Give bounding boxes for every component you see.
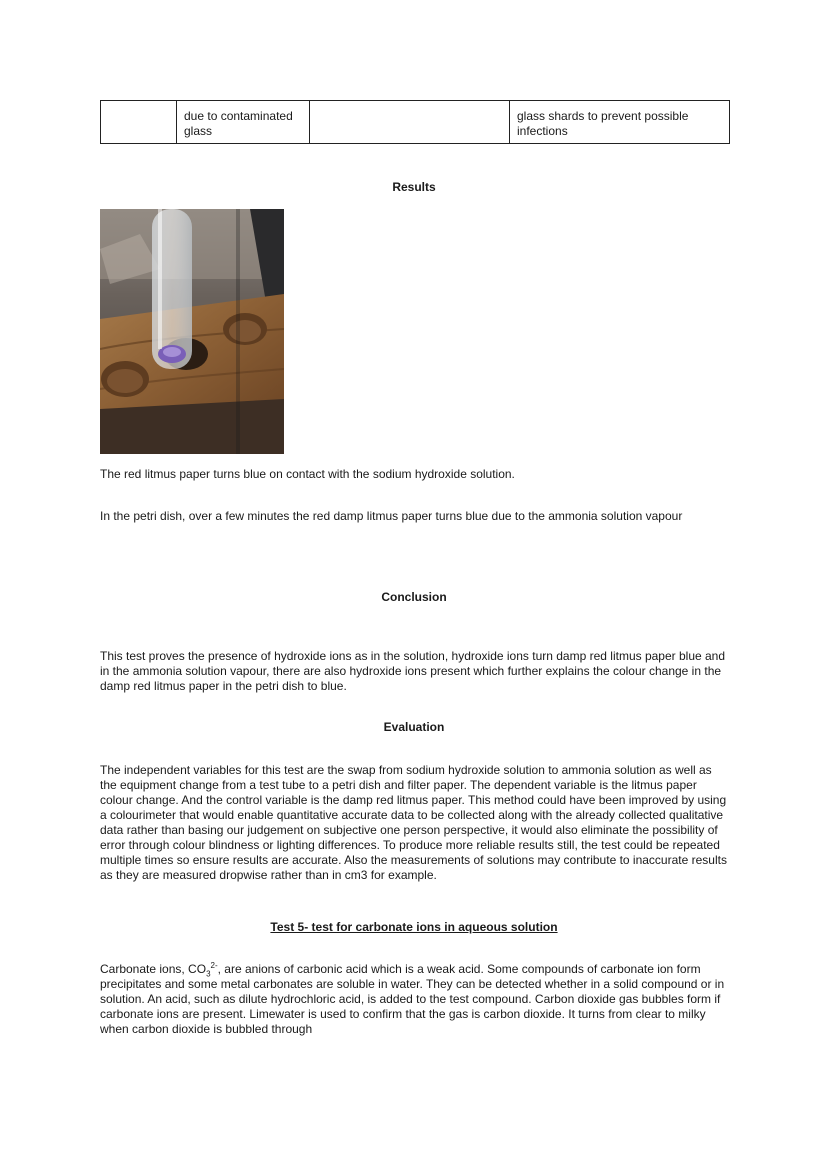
results-paragraph-1: The red litmus paper turns blue on contact with the sodium hydroxide solution. [100, 467, 515, 481]
results-heading: Results [392, 180, 436, 194]
table-cell: due to contaminated glass [177, 101, 310, 144]
intro-text-start: Carbonate ions, CO [100, 962, 207, 976]
results-paragraph-2: In the petri dish, over a few minutes the red damp litmus paper turns blue due to the ammonia solution vapour [100, 509, 683, 523]
conclusion-heading: Conclusion [381, 590, 447, 604]
table-cell [310, 101, 510, 144]
intro-text-rest: , are anions of carbonic acid which is a weak acid. Some compounds of carbonate ion form precipitates and some metal carbonates are soluble in water. They can be detected whether in a solid compound or in solution. An acid, such as dilute hydrochloric acid, is added to the test compound. Carbon dioxide gas bubbles form if carbonate ions are present. Limewater is used to confirm that the gas is carbon dioxide. It turns from clear to milky when carbon dioxide is bubbled through [100, 962, 725, 1036]
conclusion-paragraph: This test proves the presence of hydroxide ions as in the solution, hydroxide ions turn damp red litmus paper blue and in the ammonia solution vapour, there are also hydroxide ions present which further explains the colour change in the damp red litmus paper in the petri dish to blue. [100, 649, 726, 693]
table-cell: glass shards to prevent possible infections [510, 101, 730, 144]
formula-subscript: 3 [206, 969, 211, 979]
evaluation-heading: Evaluation [383, 720, 445, 734]
table-cell [101, 101, 177, 144]
experiment-photo [100, 209, 284, 454]
table-row [101, 101, 730, 144]
evaluation-paragraph: The independent variables for this test are the swap from sodium hydroxide solution to ammonia solution as well as the equipment change from a test tube to a petri dish and filter paper. The dependent variable is the litmus paper colour change. And the control variable is the damp red litmus paper. This method could have been improved by using a colourimeter that would enable quantitative accurate data to be collected along with the already collected qualitative data rather than basing our judgement on subjective one person perspective, it would also eliminate the possibility of error through colour blindness or lighting differences. To produce more reliable results still, the test could be repeated multiple times so ensure results are accurate. Also the measurements of solutions may contribute to inaccurate results as they are measured dropwise rather than in cm3 for example. [100, 763, 727, 882]
risk-assessment-table [100, 100, 730, 144]
test5-heading: Test 5- test for carbonate ions in aqueous solution [270, 920, 558, 934]
formula-superscript: 2- [210, 961, 218, 970]
test5-intro-paragraph [100, 962, 730, 1037]
